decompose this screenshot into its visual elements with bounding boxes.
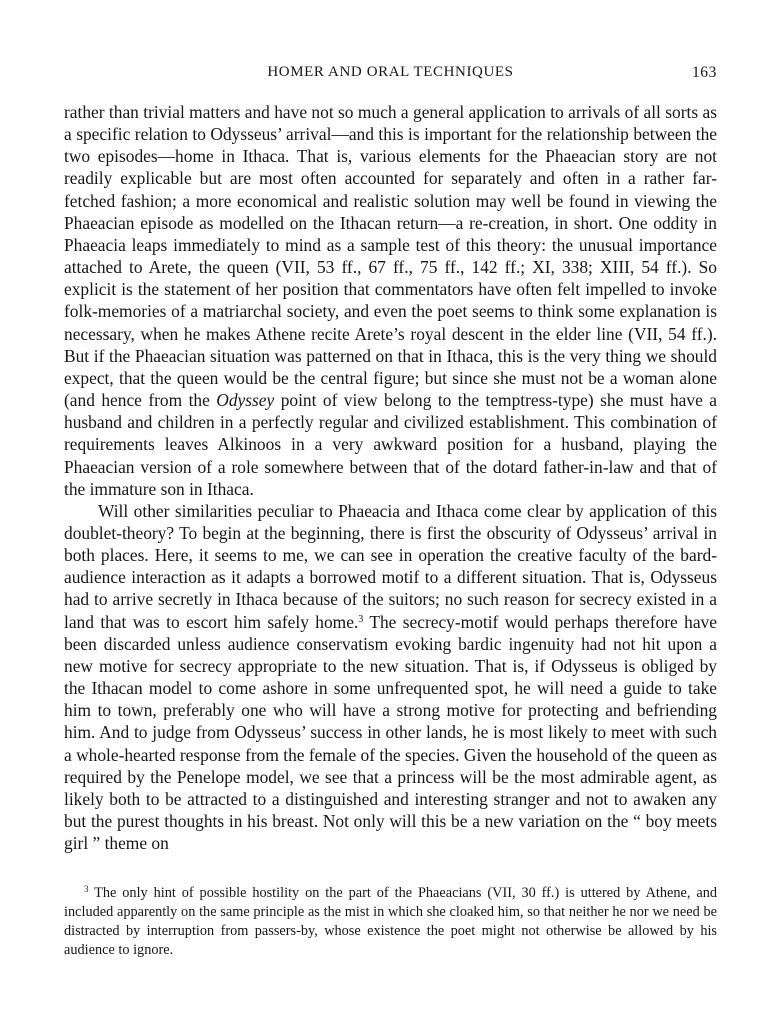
footnotes [64, 884, 717, 960]
footnote-reference: 3 [358, 613, 364, 625]
footnote-text: The only hint of possible hostility on the part of the Phaeacians (VII, 30 ff.) is uttered by Athene, and included apparently on the same principle as the mist in which she cloaked him, so that neither he nor we need be distracted by interruption from passers-by, whose existence the poet might not otherwise be allowed by his audience to ignore. [64, 885, 717, 958]
running-head [64, 64, 717, 86]
body-text [64, 101, 717, 854]
italic-title: Odyssey [216, 390, 275, 411]
footnote [64, 884, 717, 960]
paragraph-text: rather than trivial matters and have not so much a general application to arrivals of all sorts as a specific relation to Odysseus’ arrival—and this is important for the relationship between the two episodes—home in Ithaca. That is, various elements for the Phaeacian story are not readily explicable but are most often accounted for separately and often in a rather far-fetched fashion; a more economical and realistic solution may well be found in viewing the Phaeacian episode as modelled on the Ithacan return—a re-creation, in short. One oddity in Phaeacia leaps immediately to mind as a sample test of this theory: the unusual importance attached to Arete, the queen (VII, 53 ff., 67 ff., 75 ff., 142 ff.; XI, 338; XIII, 54 ff.). So explicit is the statement of her position that commentators have often felt impelled to invoke folk-memories of a matriarchal society, and even the poet seems to think some explanation is necessary, when he makes Athene recite Arete’s royal descent in the elder line (VII, 54 ff.). But if the Phaeacian situation was patterned on that in Ithaca, this is the very thing we should expect, that the queen would be the central figure; but since she must not be a woman alone (and hence from the [64, 102, 717, 411]
paragraph-text: Will other similarities peculiar to Phaeacia and Ithaca come clear by application of this doublet-theory? To begin at the beginning, there is first the obscurity of Odysseus’ arrival in both places. Here, it seems to me, we can see in operation the creative faculty of the bard-audience interaction as it adapts a borrowed motif to a different situation. That is, Odysseus had to arrive secretly in Ithaca because of the suitors; no such reason for secrecy existed in a land that was to escort him safely home. [64, 500, 717, 632]
paragraph [64, 101, 717, 500]
footnote-marker: 3 [84, 884, 89, 894]
running-title: HOMER AND ORAL TECHNIQUES [267, 64, 514, 80]
paragraph-text: point of view belong to the temptress-type) she must have a husband and children in a perfectly regular and civilized establishment. This combination of requirements leaves Alkinoos in a very awkward position for a husband, playing the Phaeacian version of a role somewhere between that of the dotard father-in-law and that of the immature son in Ithaca. [64, 390, 717, 499]
book-page [64, 0, 717, 1024]
page-number: 163 [691, 64, 717, 81]
paragraph-text: The secrecy-motif would perhaps therefore have been discarded unless audience conservatism evoking bardic ingenuity had not hit upon a new motive for secrecy appropriate to the new situation. That is, if Odysseus is obliged by the Ithacan model to come ashore in some unfrequented spot, he will need a guide to take him to town, preferably one who will have a strong motive for protecting and befriending him. And to judge from Odysseus’ success in other lands, he is most likely to meet with such a whole-hearted response from the female of the species. Given the household of the queen as required by the Penelope model, we see that a princess will be the most admirable agent, as likely both to be attracted to a distinguished and interesting stranger and not to awaken any but the purest thoughts in his breast. Not only will this be a new variation on the “ boy meets girl ” theme on [64, 611, 717, 854]
paragraph [64, 500, 717, 855]
